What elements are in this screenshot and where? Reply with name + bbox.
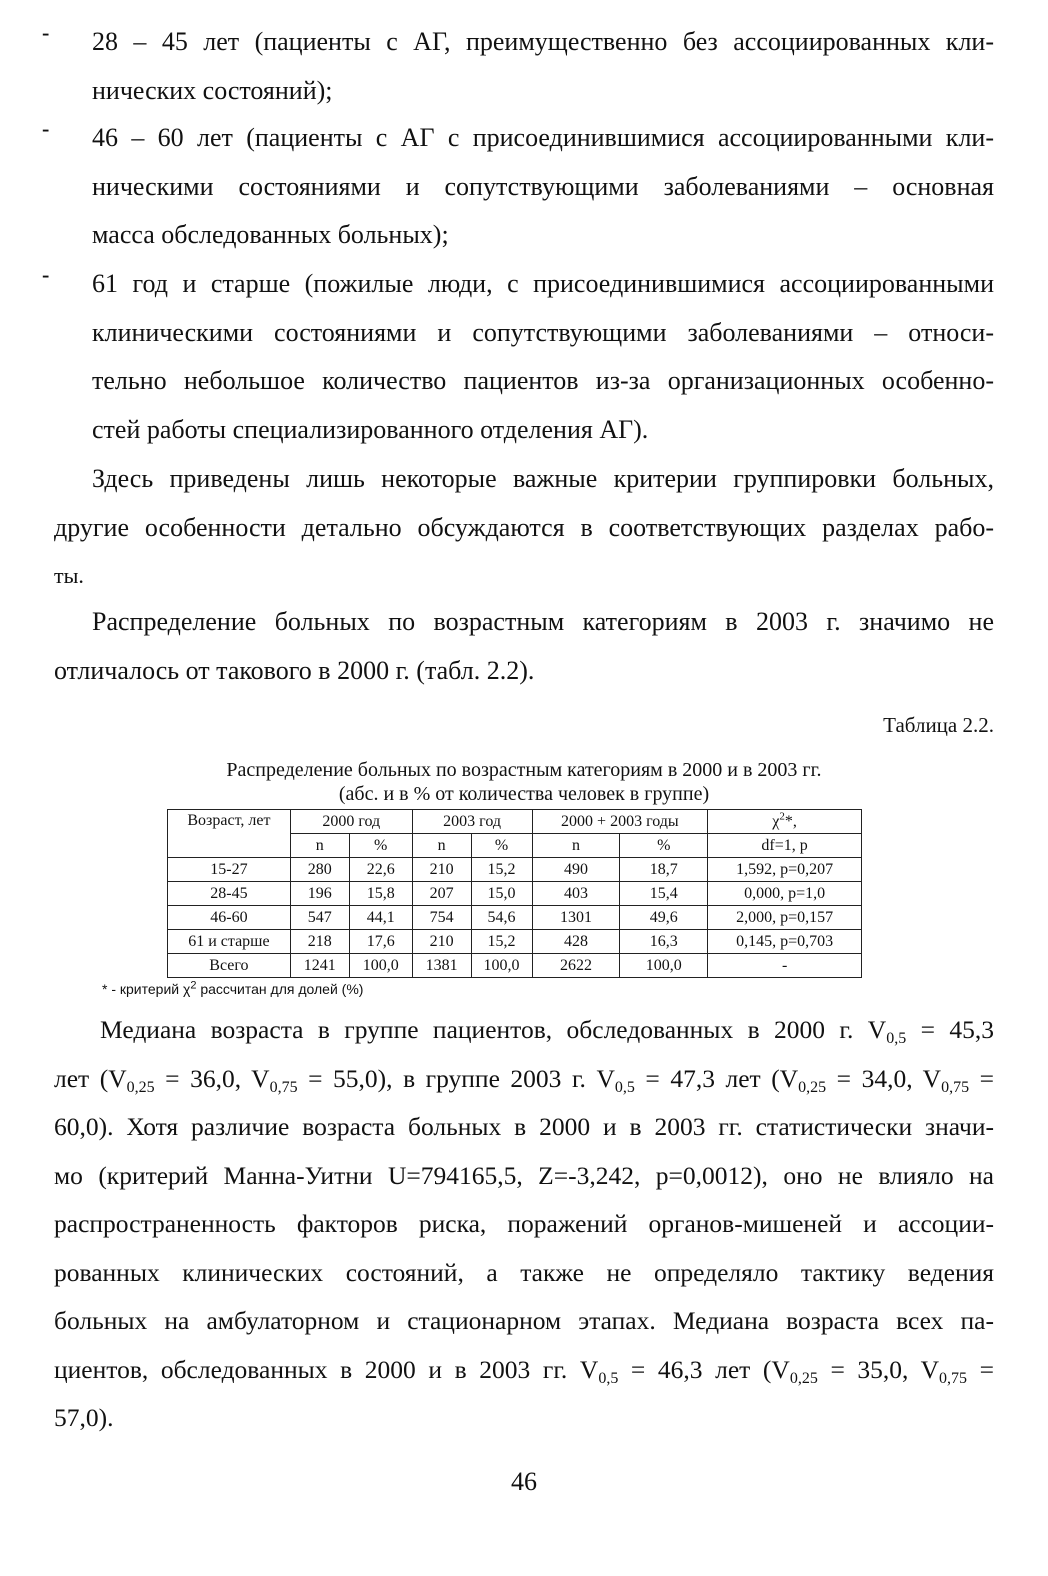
subheader-n: n: [532, 834, 620, 858]
table-cell: 17,6: [349, 930, 412, 954]
age-distribution-table: [167, 809, 862, 978]
table-cell: 403: [532, 882, 620, 906]
table-header-row: [168, 810, 862, 834]
table-cell: 1301: [532, 906, 620, 930]
table-cell: 207: [412, 882, 471, 906]
table-cell: 1241: [290, 954, 349, 978]
table-cell: 1,592, p=0,207: [708, 858, 862, 882]
table-title: Распределение больных по возрастным категориям в 2000 и в 2003 гг.: [226, 759, 822, 781]
table-cell: 22,6: [349, 858, 412, 882]
table-row: [168, 954, 862, 978]
para-line: Медиана возраста в группе пациентов, обследованных в 2000 г. $V_{0,5} = 45,3$: [100, 1015, 995, 1047]
subheader-n: n: [412, 834, 471, 858]
para-line: рованных клинических состояний, а также не определяло тактику ведения: [54, 1257, 994, 1287]
list-line: ническими состояниями и сопутствующими заболеваниями – основная: [92, 171, 994, 201]
table-cell: 15,2: [471, 858, 532, 882]
para-line: 60,0). Хотя различие возраста больных в 2000 и в 2003 гг. статистически значи-: [54, 1112, 994, 1141]
header-age: Возраст, лет: [168, 810, 291, 858]
para-line: Здесь приведены лишь некоторые важные критерии группировки больных,: [92, 464, 994, 493]
list-bullet: -: [42, 116, 50, 141]
subheader-pct: %: [471, 834, 532, 858]
table-cell: 100,0: [620, 954, 708, 978]
table-cell: 196: [290, 882, 349, 906]
table-cell: 280: [290, 858, 349, 882]
table-row: [168, 882, 862, 906]
table-cell: 0,000, p=1,0: [708, 882, 862, 906]
list-item: [92, 260, 994, 454]
para-line: мо (критерий Манна-Уитни U=794165,5, Z=-3,242, p=0,0012), оно не влияло на: [54, 1160, 994, 1190]
table-cell: -: [708, 954, 862, 978]
paragraph: [54, 455, 994, 601]
table-row: [168, 858, 862, 882]
header-both: 2000 + 2003 годы: [532, 810, 708, 834]
paragraph: [54, 1006, 994, 1443]
subheader-pct: %: [349, 834, 412, 858]
list-line: стей работы специализированного отделения АГ).: [92, 414, 649, 444]
page-number: 46: [511, 1467, 537, 1496]
table-footnote: * - критерий $\chi^2$ рассчитан для долей (%): [102, 979, 364, 997]
list-line: масса обследованных больных);: [92, 220, 449, 249]
subheader-pct: %: [620, 834, 708, 858]
list-line: 61 год и старше (пожилые люди, с присоединившимися ассоциированными: [92, 269, 994, 298]
para-line: ты.: [54, 563, 84, 588]
table-cell: 16,3: [620, 930, 708, 954]
table-cell: 2622: [532, 954, 620, 978]
table-cell: 15-27: [168, 858, 291, 882]
table-cell: 547: [290, 906, 349, 930]
table-cell: 1381: [412, 954, 471, 978]
para-line: лет ($V_{0,25} = 36,0$, $V_{0,75} = 55,0$), в группе 2003 г. $V_{0,5} = 47,3$ лет ($V_{0,25} = 34,0$, $V_{0,75}$ =: [54, 1063, 994, 1096]
table-label: Таблица 2.2.: [883, 713, 994, 737]
paragraph: [54, 598, 994, 695]
table-cell: 100,0: [471, 954, 532, 978]
table-cell: 0,145, p=0,703: [708, 930, 862, 954]
table-cell: 210: [412, 930, 471, 954]
table-cell: 15,0: [471, 882, 532, 906]
list-bullet: -: [42, 20, 50, 45]
para-line: другие особенности детально обсуждаются в соответствующих разделах рабо-: [54, 512, 994, 542]
para-line: циентов, обследованных в 2000 и в 2003 гг. $V_{0,5} = 46,3$ лет ($V_{0,25} = 35,0$, $V_{0,75}$ =: [54, 1354, 994, 1387]
table-cell: 28-45: [168, 882, 291, 906]
subheader-df: df=1, p: [708, 834, 862, 858]
table-cell: 15,2: [471, 930, 532, 954]
table-cell: 428: [532, 930, 620, 954]
table-cell: 46-60: [168, 906, 291, 930]
list-bullet: -: [42, 262, 50, 287]
header-2000: 2000 год: [290, 810, 412, 834]
header-2003: 2003 год: [412, 810, 532, 834]
table-row: [168, 906, 862, 930]
para-line: 57,0).: [54, 1403, 114, 1432]
table-cell: 18,7: [620, 858, 708, 882]
list-line: тельно небольшое количество пациентов из-за организационных особенно-: [92, 366, 994, 395]
list-line: 28 – 45 лет (пациенты с АГ, преимущественно без ассоциированных кли-: [92, 27, 994, 56]
para-line: отличалось от такового в 2000 г. (табл. 2.2).: [54, 655, 535, 685]
table-cell: 61 и старше: [168, 930, 291, 954]
table-row: [168, 930, 862, 954]
table-cell: 2,000, p=0,157: [708, 906, 862, 930]
table-cell: 15,8: [349, 882, 412, 906]
table-cell: 210: [412, 858, 471, 882]
list-item: [92, 114, 994, 260]
table-cell: 490: [532, 858, 620, 882]
table-cell: 54,6: [471, 906, 532, 930]
list-line: нических состояний);: [92, 75, 333, 105]
para-line: Распределение больных по возрастным категориям в 2003 г. значимо не: [92, 607, 994, 636]
para-line: больных на амбулаторном и стационарном этапах. Медиана возраста всех па-: [54, 1306, 994, 1335]
table-cell: 218: [290, 930, 349, 954]
list-line: клиническими состояниями и сопутствующими заболеваниями – относи-: [92, 317, 994, 347]
subheader-n: n: [290, 834, 349, 858]
table-cell: 44,1: [349, 906, 412, 930]
table-cell: 15,4: [620, 882, 708, 906]
table-cell: 754: [412, 906, 471, 930]
list-line: 46 – 60 лет (пациенты с АГ с присоединившимися ассоциированными кли-: [92, 123, 994, 152]
para-line: распространенность факторов риска, поражений органов-мишеней и ассоции-: [54, 1209, 994, 1238]
table-cell: Всего: [168, 954, 291, 978]
header-chi: $\chi^2*$,: [708, 810, 862, 834]
table-cell: 100,0: [349, 954, 412, 978]
table-subtitle: (абс. и в % от количества человек в группе): [338, 783, 710, 805]
table-cell: 49,6: [620, 906, 708, 930]
list-item: [92, 18, 994, 115]
